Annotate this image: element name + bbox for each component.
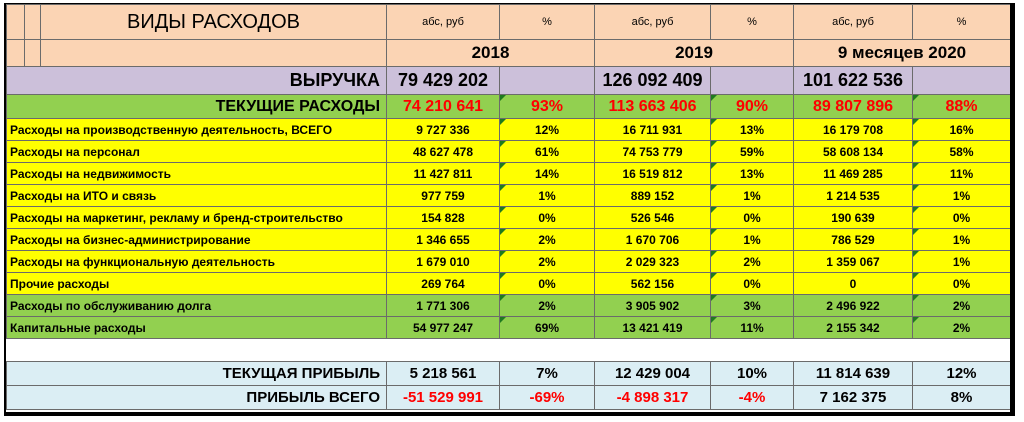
- row-marker-cell: [7, 40, 25, 67]
- current-profit-label: ТЕКУЩАЯ ПРИБЫЛЬ: [7, 362, 387, 386]
- empty-cell: [41, 40, 387, 67]
- value-cell: 1 679 010: [387, 251, 500, 273]
- value-cell: 13%: [711, 163, 794, 185]
- value-cell: 11%: [711, 317, 794, 339]
- value-cell: 13 421 419: [595, 317, 711, 339]
- current-expenses-2020-pct: 88%: [913, 95, 1011, 119]
- value-cell: 0: [794, 273, 913, 295]
- value-cell: 13%: [711, 119, 794, 141]
- expense-label: Расходы на функциональную деятельность: [7, 251, 387, 273]
- revenue-2020: 101 622 536: [794, 67, 913, 95]
- expense-label: Расходы на бизнес-администрирование: [7, 229, 387, 251]
- value-cell: 9 727 336: [387, 119, 500, 141]
- value-cell: 11 469 285: [794, 163, 913, 185]
- value-cell: 11 427 811: [387, 163, 500, 185]
- row-marker-cell: [7, 5, 25, 40]
- value-cell: 0%: [500, 273, 595, 295]
- value-cell: 2%: [500, 251, 595, 273]
- value-cell: 562 156: [595, 273, 711, 295]
- value-cell: 1 214 535: [794, 185, 913, 207]
- revenue-2018: 79 429 202: [387, 67, 500, 95]
- table-row: [7, 229, 1011, 251]
- value-cell: 2%: [500, 295, 595, 317]
- value-cell: 0%: [711, 273, 794, 295]
- revenue-2019: 126 092 409: [595, 67, 711, 95]
- value-cell: 3%: [711, 295, 794, 317]
- value-cell: 1 670 706: [595, 229, 711, 251]
- empty-cell: [913, 67, 1011, 95]
- value-cell: 48 627 478: [387, 141, 500, 163]
- current-profit-2020-abs: 11 814 639: [794, 362, 913, 386]
- total-profit-2019-pct: -4%: [711, 386, 794, 410]
- value-cell: 58%: [913, 141, 1011, 163]
- table-row: [7, 119, 1011, 141]
- value-cell: 11%: [913, 163, 1011, 185]
- value-cell: 3 905 902: [595, 295, 711, 317]
- current-profit-2019-pct: 10%: [711, 362, 794, 386]
- value-cell: 1 346 655: [387, 229, 500, 251]
- value-cell: 0%: [913, 273, 1011, 295]
- empty-cell: [500, 67, 595, 95]
- value-cell: 16 519 812: [595, 163, 711, 185]
- value-cell: 0%: [500, 207, 595, 229]
- value-cell: 2%: [913, 317, 1011, 339]
- current-profit-2019-abs: 12 429 004: [595, 362, 711, 386]
- value-cell: 2 155 342: [794, 317, 913, 339]
- value-cell: 1 359 067: [794, 251, 913, 273]
- revenue-row: [7, 67, 1011, 95]
- value-cell: 61%: [500, 141, 595, 163]
- expense-label: Расходы на производственную деятельность, ВСЕГО: [7, 119, 387, 141]
- total-profit-label: ПРИБЫЛЬ ВСЕГО: [7, 386, 387, 410]
- current-expenses-2019-abs: 113 663 406: [595, 95, 711, 119]
- value-cell: 14%: [500, 163, 595, 185]
- current-expenses-row: [7, 95, 1011, 119]
- value-cell: 154 828: [387, 207, 500, 229]
- year-row: [7, 40, 1011, 67]
- value-cell: 16 711 931: [595, 119, 711, 141]
- expense-label: Расходы по обслуживанию долга: [7, 295, 387, 317]
- row-marker-cell: [25, 40, 41, 67]
- value-cell: 2%: [711, 251, 794, 273]
- value-cell: 786 529: [794, 229, 913, 251]
- table-row: [7, 163, 1011, 185]
- table-row: [7, 207, 1011, 229]
- pct-heading: %: [913, 5, 1011, 40]
- current-profit-2020-pct: 12%: [913, 362, 1011, 386]
- table-row: [7, 273, 1011, 295]
- current-profit-2018-pct: 7%: [500, 362, 595, 386]
- value-cell: 58 608 134: [794, 141, 913, 163]
- total-profit-2020-pct: 8%: [913, 386, 1011, 410]
- value-cell: 526 546: [595, 207, 711, 229]
- value-cell: 1%: [500, 185, 595, 207]
- current-expenses-2020-abs: 89 807 896: [794, 95, 913, 119]
- value-cell: 2%: [913, 295, 1011, 317]
- value-cell: 0%: [913, 207, 1011, 229]
- pct-heading: %: [500, 5, 595, 40]
- total-profit-2019-abs: -4 898 317: [595, 386, 711, 410]
- total-profit-2020-abs: 7 162 375: [794, 386, 913, 410]
- abs-heading: абс, руб: [595, 5, 711, 40]
- table-row: [7, 251, 1011, 273]
- current-expenses-2018-pct: 93%: [500, 95, 595, 119]
- value-cell: 1%: [913, 229, 1011, 251]
- row-marker-cell: [25, 5, 41, 40]
- abs-heading: абс, руб: [794, 5, 913, 40]
- header-row: [7, 5, 1011, 40]
- spacer-cell: [7, 339, 1011, 362]
- expense-types-heading: ВИДЫ РАСХОДОВ: [41, 5, 387, 40]
- table-row: [7, 295, 1011, 317]
- table-row: [7, 317, 1011, 339]
- value-cell: 59%: [711, 141, 794, 163]
- value-cell: 69%: [500, 317, 595, 339]
- expense-label: Расходы на персонал: [7, 141, 387, 163]
- table-row: [7, 185, 1011, 207]
- year-2020-9-months: 9 месяцев 2020: [794, 40, 1011, 67]
- value-cell: 190 639: [794, 207, 913, 229]
- value-cell: 2 029 323: [595, 251, 711, 273]
- value-cell: 977 759: [387, 185, 500, 207]
- current-expenses-label: ТЕКУЩИЕ РАСХОДЫ: [7, 95, 387, 119]
- current-profit-2018-abs: 5 218 561: [387, 362, 500, 386]
- expenses-table-frame: [4, 3, 1015, 416]
- value-cell: 2%: [500, 229, 595, 251]
- year-2018: 2018: [387, 40, 595, 67]
- total-profit-2018-abs: -51 529 991: [387, 386, 500, 410]
- value-cell: 1%: [913, 251, 1011, 273]
- expenses-table: [6, 4, 1011, 410]
- current-expenses-2018-abs: 74 210 641: [387, 95, 500, 119]
- value-cell: 1%: [711, 185, 794, 207]
- expense-label: Прочие расходы: [7, 273, 387, 295]
- expense-label: Расходы на маркетинг, рекламу и бренд-строительство: [7, 207, 387, 229]
- expense-label: Расходы на ИТО и связь: [7, 185, 387, 207]
- value-cell: 74 753 779: [595, 141, 711, 163]
- expense-label: Капитальные расходы: [7, 317, 387, 339]
- value-cell: 0%: [711, 207, 794, 229]
- year-2019: 2019: [595, 40, 794, 67]
- revenue-label: ВЫРУЧКА: [7, 67, 387, 95]
- value-cell: 1 771 306: [387, 295, 500, 317]
- current-profit-row: [7, 362, 1011, 386]
- value-cell: 16 179 708: [794, 119, 913, 141]
- pct-heading: %: [711, 5, 794, 40]
- value-cell: 889 152: [595, 185, 711, 207]
- value-cell: 269 764: [387, 273, 500, 295]
- value-cell: 12%: [500, 119, 595, 141]
- value-cell: 1%: [711, 229, 794, 251]
- value-cell: 1%: [913, 185, 1011, 207]
- spacer-row: [7, 339, 1011, 362]
- abs-heading: абс, руб: [387, 5, 500, 40]
- expense-label: Расходы на недвижимость: [7, 163, 387, 185]
- total-profit-row: [7, 386, 1011, 410]
- empty-cell: [711, 67, 794, 95]
- value-cell: 54 977 247: [387, 317, 500, 339]
- current-expenses-2019-pct: 90%: [711, 95, 794, 119]
- value-cell: 2 496 922: [794, 295, 913, 317]
- total-profit-2018-pct: -69%: [500, 386, 595, 410]
- value-cell: 16%: [913, 119, 1011, 141]
- table-row: [7, 141, 1011, 163]
